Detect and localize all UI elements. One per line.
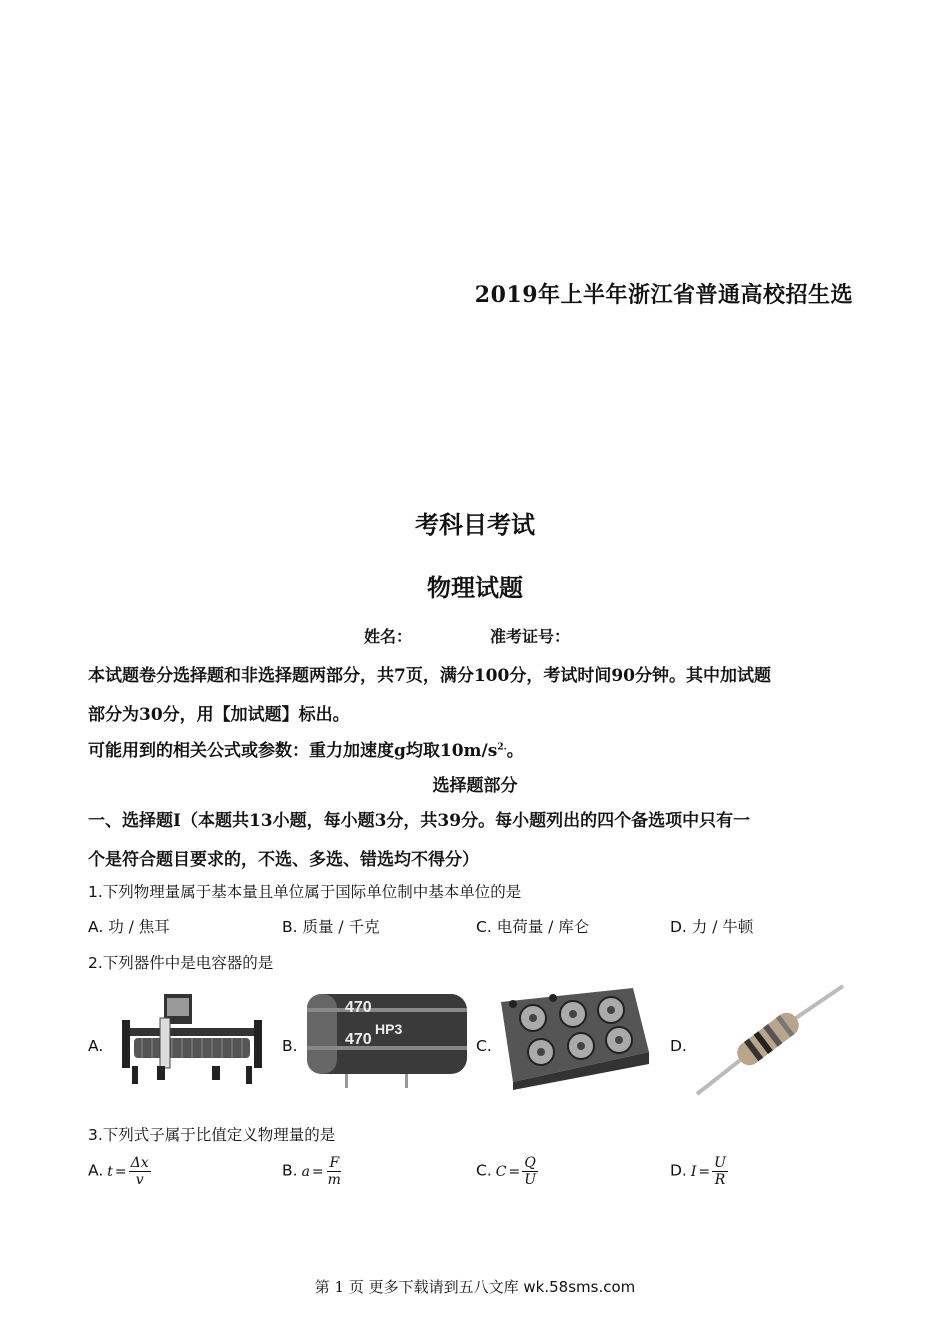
denominator: R (714, 1172, 726, 1188)
question-1 (88, 880, 521, 902)
question-3 (88, 1123, 335, 1145)
instructions-line3-text: 可能用到的相关公式或参数：重力加速度g均取10m/s (88, 741, 498, 761)
option-letter: B. (282, 1161, 298, 1180)
formula-lhs: I (690, 1163, 697, 1180)
fraction (522, 1155, 538, 1188)
option-text: 功 / 焦耳 (108, 918, 170, 936)
denominator: m (327, 1172, 341, 1188)
option-letter: A. (88, 918, 104, 936)
equals-sign: = (698, 1163, 711, 1180)
section-title: 选择题部分 (432, 776, 518, 796)
exam-id-label: 准考证号： (490, 627, 571, 646)
option-text: 质量 / 千克 (302, 918, 380, 936)
q1-option-a[interactable] (88, 915, 170, 937)
q2-option-a-letter[interactable]: A. (88, 1037, 104, 1055)
q3-option-c[interactable] (476, 1155, 538, 1188)
subject-title: 物理试题 (427, 573, 523, 602)
question-text: 下列器件中是电容器的是 (102, 954, 274, 972)
fraction (129, 1155, 151, 1188)
q1-option-b[interactable] (282, 915, 380, 937)
resistance-box-image (493, 982, 653, 1092)
option-letter: D. (670, 1161, 687, 1180)
option-letter: C. (476, 1161, 492, 1180)
option-text: 电荷量 / 库仑 (496, 918, 590, 936)
numerator: Δx (130, 1155, 149, 1171)
instructions-line2: 部分为30分，用【加试题】标出。 (88, 705, 350, 725)
option-letter: C. (476, 918, 492, 936)
footer-page-text: 第 1 页 更多下载请到五八文库 (314, 1278, 519, 1296)
page-footer (0, 1276, 950, 1297)
instructions-line3 (88, 736, 868, 761)
equals-sign: = (114, 1163, 127, 1180)
electrolytic-capacitor-image (305, 988, 468, 1090)
part1-heading-line2: 个是符合题目要求的，不选、多选、错选均不得分） (88, 850, 479, 870)
superscript: 2. (497, 742, 507, 753)
option-text: 力 / 牛顿 (691, 918, 754, 936)
numerator: F (329, 1155, 340, 1171)
name-label: 姓名： (364, 627, 413, 646)
question-number: 3. (88, 1126, 103, 1144)
option-letter: A. (88, 1161, 104, 1180)
option-letter: D. (670, 918, 687, 936)
instructions-line1: 本试题卷分选择题和非选择题两部分，共7页，满分100分，考试时间90分钟。其中加试题 (88, 666, 771, 686)
numerator: U (714, 1155, 726, 1171)
question-text: 下列物理量属于基本量且单位属于国际单位制中基本单位的是 (102, 883, 522, 901)
rheostat-image (112, 990, 272, 1088)
instructions-line3-end: 。 (506, 741, 524, 761)
option-letter: B. (282, 918, 298, 936)
capacitor-label-1: 470 (345, 999, 372, 1016)
q1-option-c[interactable] (476, 915, 589, 937)
fraction (712, 1155, 728, 1188)
formula-lhs: C (495, 1163, 507, 1180)
exam-title-line1: 2019年上半年浙江省普通高校招生选 (474, 282, 853, 308)
footer-site-link[interactable]: wk.58sms.com (523, 1278, 636, 1296)
denominator: U (524, 1172, 537, 1188)
capacitor-label-3: 470 (345, 1031, 372, 1048)
capacitor-label-2: HP3 (375, 1021, 403, 1037)
question-number: 2. (88, 954, 103, 972)
question-number: 1. (88, 883, 103, 901)
formula-lhs: a (301, 1163, 310, 1180)
question-text: 下列式子属于比值定义物理量的是 (102, 1126, 336, 1144)
q3-option-d[interactable] (670, 1155, 728, 1188)
denominator: v (135, 1172, 144, 1188)
q3-option-b[interactable] (282, 1155, 343, 1188)
q3-option-a[interactable] (88, 1155, 151, 1188)
exam-title-line2: 考科目考试 (415, 510, 535, 539)
fraction (326, 1155, 343, 1188)
q1-option-d[interactable] (670, 915, 753, 937)
q2-option-c-letter[interactable]: C. (476, 1037, 492, 1055)
part1-heading-line1: 一、选择题Ⅰ（本题共13小题，每小题3分，共39分。每小题列出的四个备选项中只有一 (88, 811, 751, 831)
resistor-image (693, 982, 848, 1098)
numerator: Q (524, 1155, 536, 1171)
equals-sign: = (508, 1163, 521, 1180)
equals-sign: = (311, 1163, 324, 1180)
formula-lhs: t (107, 1163, 113, 1180)
q2-option-d-letter[interactable]: D. (670, 1037, 687, 1055)
q2-option-b-letter[interactable]: B. (282, 1037, 298, 1055)
question-2 (88, 951, 273, 973)
